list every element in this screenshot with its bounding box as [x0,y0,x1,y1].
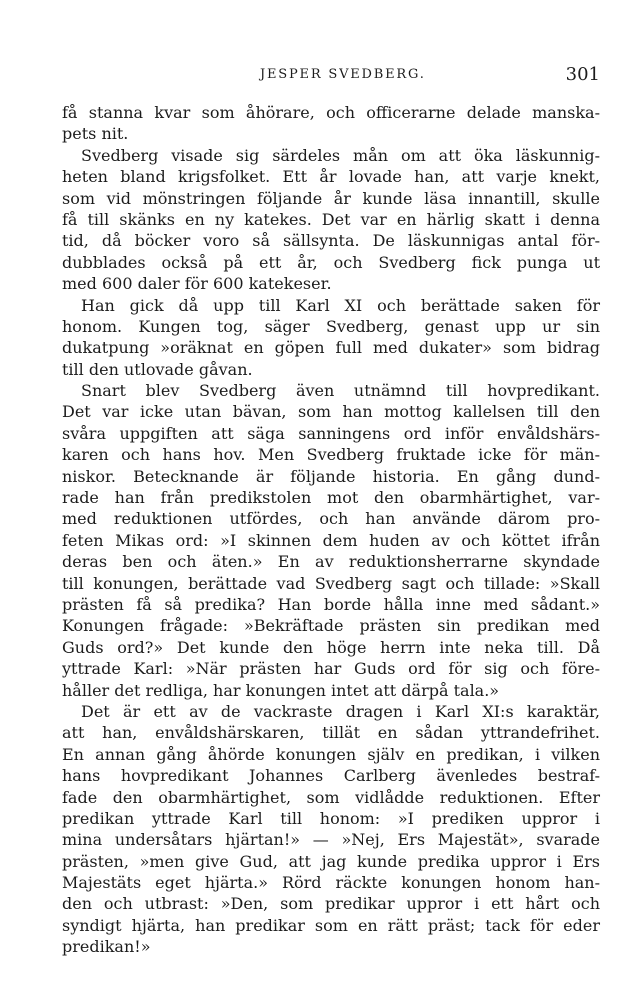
text-line: svåra uppgiften att säga sanningens ord inför envåldshärs- [62,423,600,443]
text-line: Han gick då upp till Karl XI och berättade saken för [81,295,600,315]
text-line: att han, envåldshärskaren, tillät en sådan yttrandefrihet. [62,723,600,743]
text-line: som vid mönstringen följande år kunde läsa innantill, skulle [62,188,600,208]
text-line: med 600 daler för 600 katekeser. [62,274,332,294]
text-line: Svedberg visade sig särdeles mån om att öka läskunnig- [81,145,600,165]
text-line: niskor. Betecknande är följande historia. En gång dund- [62,466,600,486]
text-line: med reduktionen utfördes, och han använde därom pro- [62,509,600,529]
text-line: prästen få så predika? Han borde hålla inne med sådant.» [62,594,600,614]
text-line: till den utlovade gåvan. [62,359,253,379]
text-line: pets nit. [62,124,129,144]
text-line: En annan gång åhörde konungen själv en predikan, i vilken [62,744,600,764]
text-line: Majestäts eget hjärta.» Rörd räckte konungen honom han- [62,873,600,893]
text-line: Snart blev Svedberg även utnämnd till hovpredikant. [81,381,600,401]
text-line: få till skänks en ny katekes. Det var en härlig skatt i denna [62,209,600,229]
text-line: hans hovpredikant Johannes Carlberg ävenledes bestraf- [62,766,600,786]
text-line: syndigt hjärta, han predikar som en rätt präst; tack för eder [62,915,600,935]
text-line: karen och hans hov. Men Svedberg fruktade icke för män- [62,445,600,465]
text-line: predikan yttrade Karl till honom: »I prediken uppror i [62,808,600,828]
text-line: Det var icke utan bävan, som han mottog kallelsen till den [62,402,600,422]
text-line: håller det redliga, har konungen intet att därpå tala.» [62,680,500,700]
body-text [62,102,600,958]
text-line: feten Mikas ord: »I skinnen dem huden av och köttet ifrån [62,530,600,550]
text-line: till konungen, berättade vad Svedberg sagt och tillade: »Skall [62,573,600,593]
text-line: Konungen frågade: »Bekräftade prästen sin predikan med [62,616,600,636]
text-line: honom. Kungen tog, säger Svedberg, genast upp ur sin [62,316,600,336]
page-number: 301 [565,64,600,85]
running-title: JESPER SVEDBERG. [260,67,426,82]
text-line: Guds ord?» Det kunde den höge herrn inte neka till. Då [62,637,600,657]
text-line: mina undersåtars hjärtan!» — »Nej, Ers Majestät», svarade [62,830,600,850]
text-line: yttrade Karl: »När prästen har Guds ord för sig och före- [62,659,600,679]
text-line: få stanna kvar som åhörare, och officerarne delade manska- [62,103,600,122]
text-line: den och utbrast: »Den, som predikar uppror i ett hårt och [62,894,600,914]
text-line: rade han från predikstolen mot den obarmhärtighet, var- [62,488,600,508]
text-line: deras ben och äten.» En av reduktionsherrarne skyndade [62,552,600,572]
text-line: prästen, »men give Gud, att jag kunde predika uppror i Ers [62,851,600,871]
text-line: predikan!» [62,937,151,957]
text-line: tid, då böcker voro så sällsynta. De läskunnigas antal för- [62,231,600,251]
text-line: dubblades också på ett år, och Svedberg fick punga ut [62,252,600,272]
text-line: dukatpung »oräknat en göpen full med dukater» som bidrag [62,338,600,358]
text-line: heten bland krigsfolket. Ett år lovade han, att varje knekt, [62,167,600,187]
text-line: Det är ett av de vackraste dragen i Karl XI:s karaktär, [81,701,600,721]
page-header [62,64,600,88]
text-line: fade den obarmhärtighet, som vidlådde reduktionen. Efter [62,787,600,807]
